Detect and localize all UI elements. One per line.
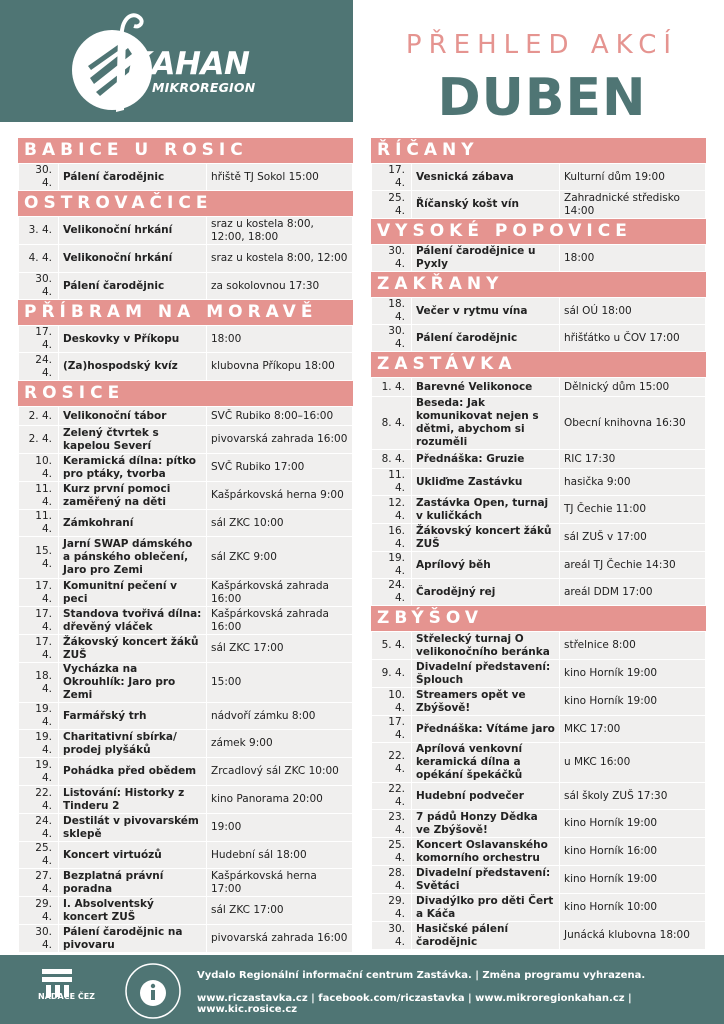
event-row: [372, 245, 706, 272]
event-date: 24. 4.: [19, 814, 59, 842]
event-place: sraz u kostela 8:00, 12:00, 18:00: [207, 217, 353, 245]
logo-subtitle: MIKROREGION: [152, 80, 256, 95]
section-heading: ŘÍČANY: [371, 138, 706, 163]
event-row: [372, 783, 706, 810]
events-table: [371, 297, 706, 352]
event-date: 25. 4.: [372, 191, 412, 219]
event-name: Vesnická zábava: [412, 164, 560, 191]
event-date: 15. 4.: [19, 537, 59, 579]
event-place: Kašpárkovská zahrada 16:00: [207, 579, 353, 607]
event-name: Aprílový běh: [412, 552, 560, 579]
event-place: nádvoří zámku 8:00: [207, 703, 353, 730]
event-name: Žákovský koncert žáků ZUŠ: [59, 635, 207, 663]
event-place: zámek 9:00: [207, 730, 353, 758]
event-place: Hudební sál 18:00: [207, 842, 353, 869]
event-place: hasička 9:00: [560, 469, 706, 496]
event-row: [19, 869, 353, 897]
event-place: sál ZUŠ v 17:00: [560, 524, 706, 552]
event-date: 17. 4.: [19, 607, 59, 635]
event-row: [19, 245, 353, 273]
event-date: 30. 4.: [372, 325, 412, 352]
event-date: 18. 4.: [19, 663, 59, 703]
event-name: Vycházka na Okrouhlík: Jaro pro Zemi: [59, 663, 207, 703]
event-place: kino Horník 19:00: [560, 810, 706, 838]
event-place: hřiště TJ Sokol 15:00: [207, 164, 353, 191]
event-row: [372, 378, 706, 397]
event-place: sál ZKC 9:00: [207, 537, 353, 579]
event-date: 17. 4.: [372, 716, 412, 743]
event-name: Divadelní představení: Šplouch: [412, 660, 560, 688]
event-name: Říčanský košt vín: [412, 191, 560, 219]
event-place: SVČ Rubiko 8:00–16:00: [207, 407, 353, 426]
event-place: klubovna Příkopu 18:00: [207, 353, 353, 381]
event-date: 27. 4.: [19, 869, 59, 897]
event-date: 17. 4.: [19, 579, 59, 607]
event-place: 18:00: [207, 326, 353, 353]
page-title: DUBEN: [437, 68, 647, 128]
event-date: 19. 4.: [19, 703, 59, 730]
event-row: [372, 397, 706, 450]
event-place: u MKC 16:00: [560, 743, 706, 783]
event-date: 29. 4.: [372, 894, 412, 922]
event-place: RIC 17:30: [560, 450, 706, 469]
event-place: hřišťátko u ČOV 17:00: [560, 325, 706, 352]
event-place: Kašpárkovská herna 17:00: [207, 869, 353, 897]
event-name: Deskovky v Příkopu: [59, 326, 207, 353]
event-date: 11. 4.: [372, 469, 412, 496]
event-place: kino Horník 19:00: [560, 866, 706, 894]
event-place: sál ZKC 17:00: [207, 635, 353, 663]
event-date: 4. 4.: [19, 245, 59, 273]
event-place: areál DDM 17:00: [560, 579, 706, 606]
event-date: 22. 4.: [19, 786, 59, 814]
event-place: Dělnický dům 15:00: [560, 378, 706, 397]
event-date: 30. 4.: [372, 922, 412, 950]
event-name: Streamers opět ve Zbýšově!: [412, 688, 560, 716]
event-name: Kurz první pomoci zaměřený na děti: [59, 482, 207, 510]
event-place: sál OÚ 18:00: [560, 298, 706, 325]
event-date: 16. 4.: [372, 524, 412, 552]
event-name: Keramická dílna: pítko pro ptáky, tvorba: [59, 454, 207, 482]
event-place: TJ Čechie 11:00: [560, 496, 706, 524]
event-place: Obecní knihovna 16:30: [560, 397, 706, 450]
event-row: [19, 814, 353, 842]
event-row: [19, 164, 353, 191]
event-date: 11. 4.: [19, 482, 59, 510]
event-place: MKC 17:00: [560, 716, 706, 743]
event-row: [19, 353, 353, 381]
event-place: 19:00: [207, 814, 353, 842]
event-place: SVČ Rubiko 17:00: [207, 454, 353, 482]
event-name: Bezplatná právní poradna: [59, 869, 207, 897]
section-heading: BABICE U ROSIC: [18, 138, 353, 163]
event-name: Večer v rytmu vína: [412, 298, 560, 325]
event-date: 8. 4.: [372, 450, 412, 469]
event-row: [19, 273, 353, 300]
event-place: kino Horník 19:00: [560, 688, 706, 716]
event-date: 30. 4.: [19, 164, 59, 191]
right-column: [371, 138, 706, 950]
section-heading: OSTROVAČICE: [18, 191, 353, 216]
event-place: kino Horník 10:00: [560, 894, 706, 922]
event-name: (Za)hospodský kvíz: [59, 353, 207, 381]
event-date: 1. 4.: [372, 378, 412, 397]
events-table: [18, 406, 353, 953]
event-row: [372, 469, 706, 496]
event-place: Junácká klubovna 18:00: [560, 922, 706, 950]
event-row: [19, 925, 353, 953]
event-name: Přednáška: Vítáme jaro: [412, 716, 560, 743]
event-name: Listování: Historky z Tinderu 2: [59, 786, 207, 814]
event-date: 19. 4.: [19, 758, 59, 786]
event-name: Pálení čarodějnic na pivovaru: [59, 925, 207, 953]
event-row: [19, 758, 353, 786]
events-table: [371, 244, 706, 272]
event-date: 30. 4.: [19, 273, 59, 300]
event-name: Ukliďme Zastávku: [412, 469, 560, 496]
event-row: [372, 298, 706, 325]
footer-links: www.riczastavka.cz | facebook.com/riczastavka | www.mikroregionkahan.cz | www.kic.rosice.cz: [197, 993, 632, 1015]
event-row: [372, 325, 706, 352]
event-place: Kašpárkovská herna 9:00: [207, 482, 353, 510]
event-name: Zámkohraní: [59, 510, 207, 537]
event-date: 17. 4.: [19, 326, 59, 353]
event-date: 28. 4.: [372, 866, 412, 894]
event-place: za sokolovnou 17:30: [207, 273, 353, 300]
event-date: 12. 4.: [372, 496, 412, 524]
event-place: Kulturní dům 19:00: [560, 164, 706, 191]
event-date: 22. 4.: [372, 743, 412, 783]
event-date: 29. 4.: [19, 897, 59, 925]
event-name: Přednáška: Gruzie: [412, 450, 560, 469]
event-date: 30. 4.: [372, 245, 412, 272]
event-row: [19, 217, 353, 245]
event-place: areál TJ Čechie 14:30: [560, 552, 706, 579]
event-row: [372, 894, 706, 922]
event-name: Pálení čarodějnic: [59, 273, 207, 300]
section-heading: ZAKŘANY: [371, 272, 706, 297]
event-date: 25. 4.: [372, 838, 412, 866]
nadace-cez-logo-icon: [38, 965, 88, 1015]
event-name: I. Absolventský koncert ZUŠ: [59, 897, 207, 925]
event-date: 17. 4.: [372, 164, 412, 191]
event-row: [372, 450, 706, 469]
event-row: [372, 164, 706, 191]
event-row: [19, 537, 353, 579]
event-place: 18:00: [560, 245, 706, 272]
event-place: Zrcadlový sál ZKC 10:00: [207, 758, 353, 786]
event-name: Pálení čarodějnice u Pyxly: [412, 245, 560, 272]
event-date: 10. 4.: [19, 454, 59, 482]
event-place: Kašpárkovská zahrada 16:00: [207, 607, 353, 635]
event-row: [19, 326, 353, 353]
section-heading: ROSICE: [18, 381, 353, 406]
event-row: [372, 552, 706, 579]
section-heading: PŘÍBRAM NA MORAVĚ: [18, 300, 353, 325]
event-date: 11. 4.: [19, 510, 59, 537]
event-row: [372, 838, 706, 866]
event-name: Čarodějný rej: [412, 579, 560, 606]
event-row: [19, 607, 353, 635]
event-name: Pálení čarodějnic: [59, 164, 207, 191]
event-row: [372, 191, 706, 219]
event-date: 19. 4.: [19, 730, 59, 758]
event-name: Jarní SWAP dámského a pánského oblečení, Jaro pro Zemi: [59, 537, 207, 579]
event-row: [19, 786, 353, 814]
events-table: [18, 325, 353, 381]
events-table: [18, 163, 353, 191]
event-place: kino Horník 19:00: [560, 660, 706, 688]
event-name: Koncert virtuózů: [59, 842, 207, 869]
section-heading: ZASTÁVKA: [371, 352, 706, 377]
event-name: Zelený čtvrtek s kapelou Severí: [59, 426, 207, 454]
event-row: [19, 897, 353, 925]
event-place: sál ZKC 17:00: [207, 897, 353, 925]
event-date: 30. 4.: [19, 925, 59, 953]
left-column: [18, 138, 353, 953]
event-place: sál ZKC 10:00: [207, 510, 353, 537]
event-row: [19, 663, 353, 703]
event-row: [372, 496, 706, 524]
event-place: 15:00: [207, 663, 353, 703]
event-row: [372, 922, 706, 950]
event-row: [19, 454, 353, 482]
event-place: kino Horník 16:00: [560, 838, 706, 866]
event-name: 7 pádů Honzy Dědka ve Zbýšově!: [412, 810, 560, 838]
event-name: Divadelní představení: Světáci: [412, 866, 560, 894]
event-row: [19, 407, 353, 426]
event-place: pivovarská zahrada 16:00: [207, 426, 353, 454]
event-row: [372, 688, 706, 716]
event-name: Žákovský koncert žáků ZUŠ: [412, 524, 560, 552]
event-row: [19, 510, 353, 537]
event-date: 22. 4.: [372, 783, 412, 810]
event-date: 9. 4.: [372, 660, 412, 688]
event-name: Velikonoční hrkání: [59, 217, 207, 245]
event-row: [372, 632, 706, 660]
event-date: 18. 4.: [372, 298, 412, 325]
event-row: [19, 426, 353, 454]
event-name: Farmářský trh: [59, 703, 207, 730]
event-row: [19, 730, 353, 758]
event-date: 25. 4.: [19, 842, 59, 869]
event-name: Střelecký turnaj O velikonočního beránka: [412, 632, 560, 660]
event-name: Barevné Velikonoce: [412, 378, 560, 397]
event-name: Velikonoční tábor: [59, 407, 207, 426]
event-row: [372, 716, 706, 743]
event-name: Hudební podvečer: [412, 783, 560, 810]
event-place: sál školy ZUŠ 17:30: [560, 783, 706, 810]
event-name: Hasičské pálení čarodějnic: [412, 922, 560, 950]
events-table: [18, 216, 353, 300]
event-row: [372, 524, 706, 552]
event-row: [372, 579, 706, 606]
event-date: 5. 4.: [372, 632, 412, 660]
event-place: Zahradnické středisko 14:00: [560, 191, 706, 219]
page-subtitle: PŘEHLED AKCÍ: [405, 30, 679, 60]
header-panel: [0, 0, 353, 122]
event-date: 2. 4.: [19, 407, 59, 426]
event-row: [19, 703, 353, 730]
event-date: 17. 4.: [19, 635, 59, 663]
event-place: sraz u kostela 8:00, 12:00: [207, 245, 353, 273]
event-date: 24. 4.: [19, 353, 59, 381]
event-name: Divadýlko pro děti Čert a Káča: [412, 894, 560, 922]
event-row: [19, 579, 353, 607]
event-name: Standova tvořivá dílna: dřevěný vláček: [59, 607, 207, 635]
event-date: 3. 4.: [19, 217, 59, 245]
footer-publisher: Vydalo Regionální informační centrum Zastávka. | Změna programu vyhrazena.: [197, 970, 646, 981]
event-date: 23. 4.: [372, 810, 412, 838]
event-place: střelnice 8:00: [560, 632, 706, 660]
event-name: Zastávka Open, turnaj v kuličkách: [412, 496, 560, 524]
event-name: Pálení čarodějnic: [412, 325, 560, 352]
event-row: [19, 635, 353, 663]
event-name: Beseda: Jak komunikovat nejen s dětmi, abychom si rozuměli: [412, 397, 560, 450]
cez-label: NADACE ČEZ: [38, 992, 95, 1001]
event-date: 19. 4.: [372, 552, 412, 579]
events-table: [371, 377, 706, 606]
event-date: 10. 4.: [372, 688, 412, 716]
event-name: Destilát v pivovarském sklepě: [59, 814, 207, 842]
event-name: Aprílová venkovní keramická dílna a opékání špekáčků: [412, 743, 560, 783]
event-row: [372, 660, 706, 688]
event-date: 2. 4.: [19, 426, 59, 454]
event-row: [372, 810, 706, 838]
events-table: [371, 163, 706, 219]
events-table: [371, 631, 706, 950]
event-place: kino Panorama 20:00: [207, 786, 353, 814]
event-date: 8. 4.: [372, 397, 412, 450]
event-name: Velikonoční hrkání: [59, 245, 207, 273]
event-row: [372, 743, 706, 783]
event-place: pivovarská zahrada 16:00: [207, 925, 353, 953]
event-name: Komunitní pečení v peci: [59, 579, 207, 607]
event-row: [19, 482, 353, 510]
event-name: Koncert Oslavanského komorního orchestru: [412, 838, 560, 866]
event-row: [19, 842, 353, 869]
logo-name: KAHAN: [128, 46, 250, 82]
section-heading: ZBÝŠOV: [371, 606, 706, 631]
event-name: Charitativní sbírka/ prodej plyšáků: [59, 730, 207, 758]
section-heading: VYSOKÉ POPOVICE: [371, 219, 706, 244]
ric-zastavka-logo-icon: [124, 962, 182, 1020]
event-date: 24. 4.: [372, 579, 412, 606]
event-name: Pohádka před obědem: [59, 758, 207, 786]
event-row: [372, 866, 706, 894]
